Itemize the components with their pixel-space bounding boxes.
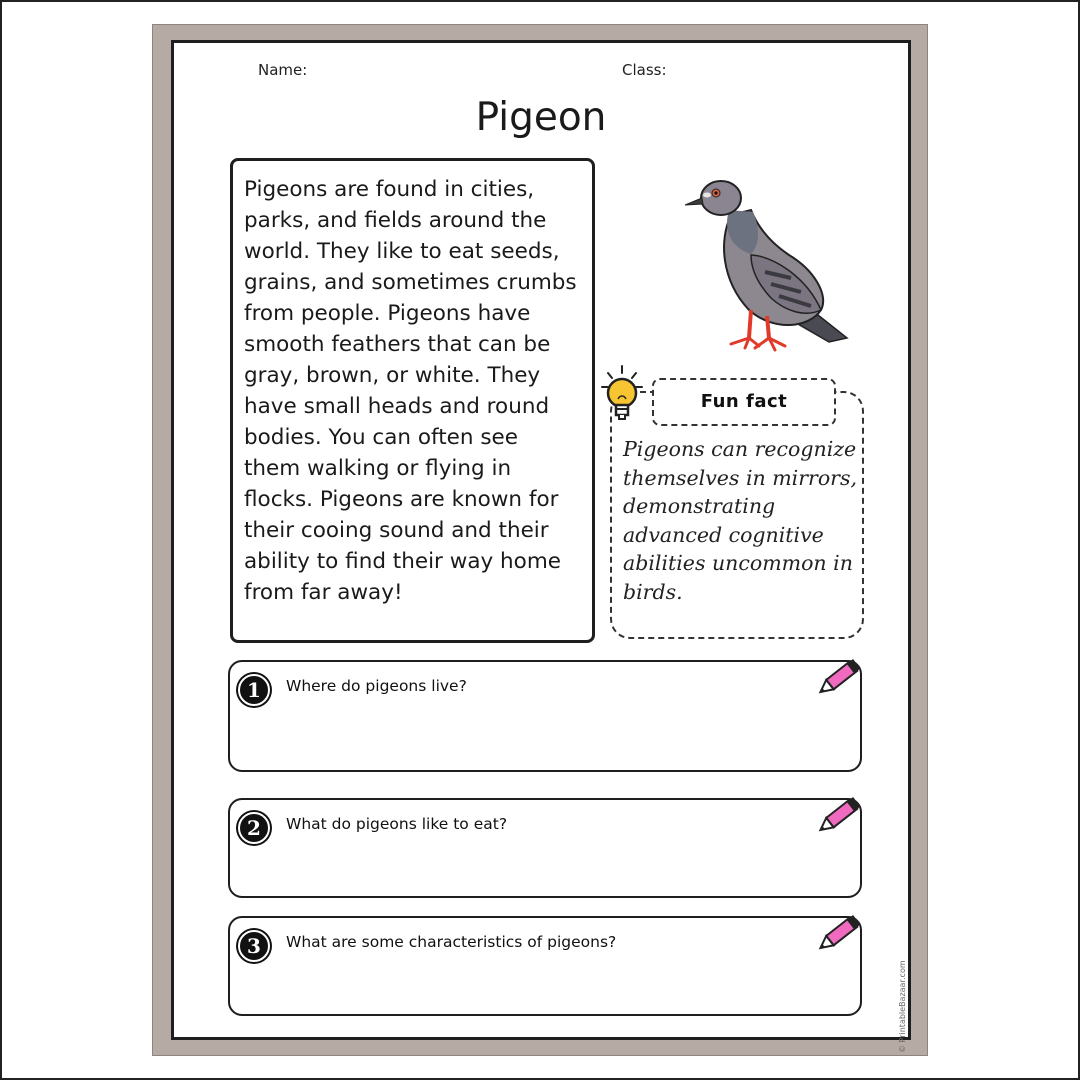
pigeon-illustration (679, 160, 849, 355)
fun-fact-heading: Fun fact (652, 378, 836, 426)
worksheet-background (152, 24, 928, 1056)
pencil-icon (814, 654, 866, 702)
question-text-2: What do pigeons like to eat? (286, 815, 508, 833)
question-number-2: 2 (238, 812, 270, 844)
question-text-3: What are some characteristics of pigeons? (286, 933, 617, 951)
pencil-icon (814, 792, 866, 840)
question-box-3[interactable] (228, 916, 862, 1016)
question-number-1: 1 (238, 674, 270, 706)
question-text-1: Where do pigeons live? (286, 677, 467, 695)
page-title: Pigeon (475, 95, 607, 140)
question-box-1[interactable] (228, 660, 862, 772)
pencil-icon (814, 910, 866, 958)
name-label: Name: (258, 61, 308, 79)
class-label: Class: (622, 61, 667, 79)
fun-fact-text: Pigeons can recognize themselves in mirrors, demonstrating advanced cognitive abilities uncommon in birds. (623, 437, 858, 604)
question-box-2[interactable] (228, 798, 862, 898)
reading-passage: Pigeons are found in cities, parks, and fields around the world. They like to eat seeds, grains, and sometimes crumbs from people. Pigeons have smooth feathers that can be gray, brown, or white. They have small heads and round bodies. You can often see them walking or flying in flocks. Pigeons are known for their cooing sound and their ability to find their way home from far away! (230, 158, 595, 643)
question-number-3: 3 (238, 930, 270, 962)
worksheet-page (171, 40, 911, 1053)
lightbulb-icon (598, 363, 646, 425)
copyright-text: © PrintableBazaar.com (898, 960, 907, 1053)
